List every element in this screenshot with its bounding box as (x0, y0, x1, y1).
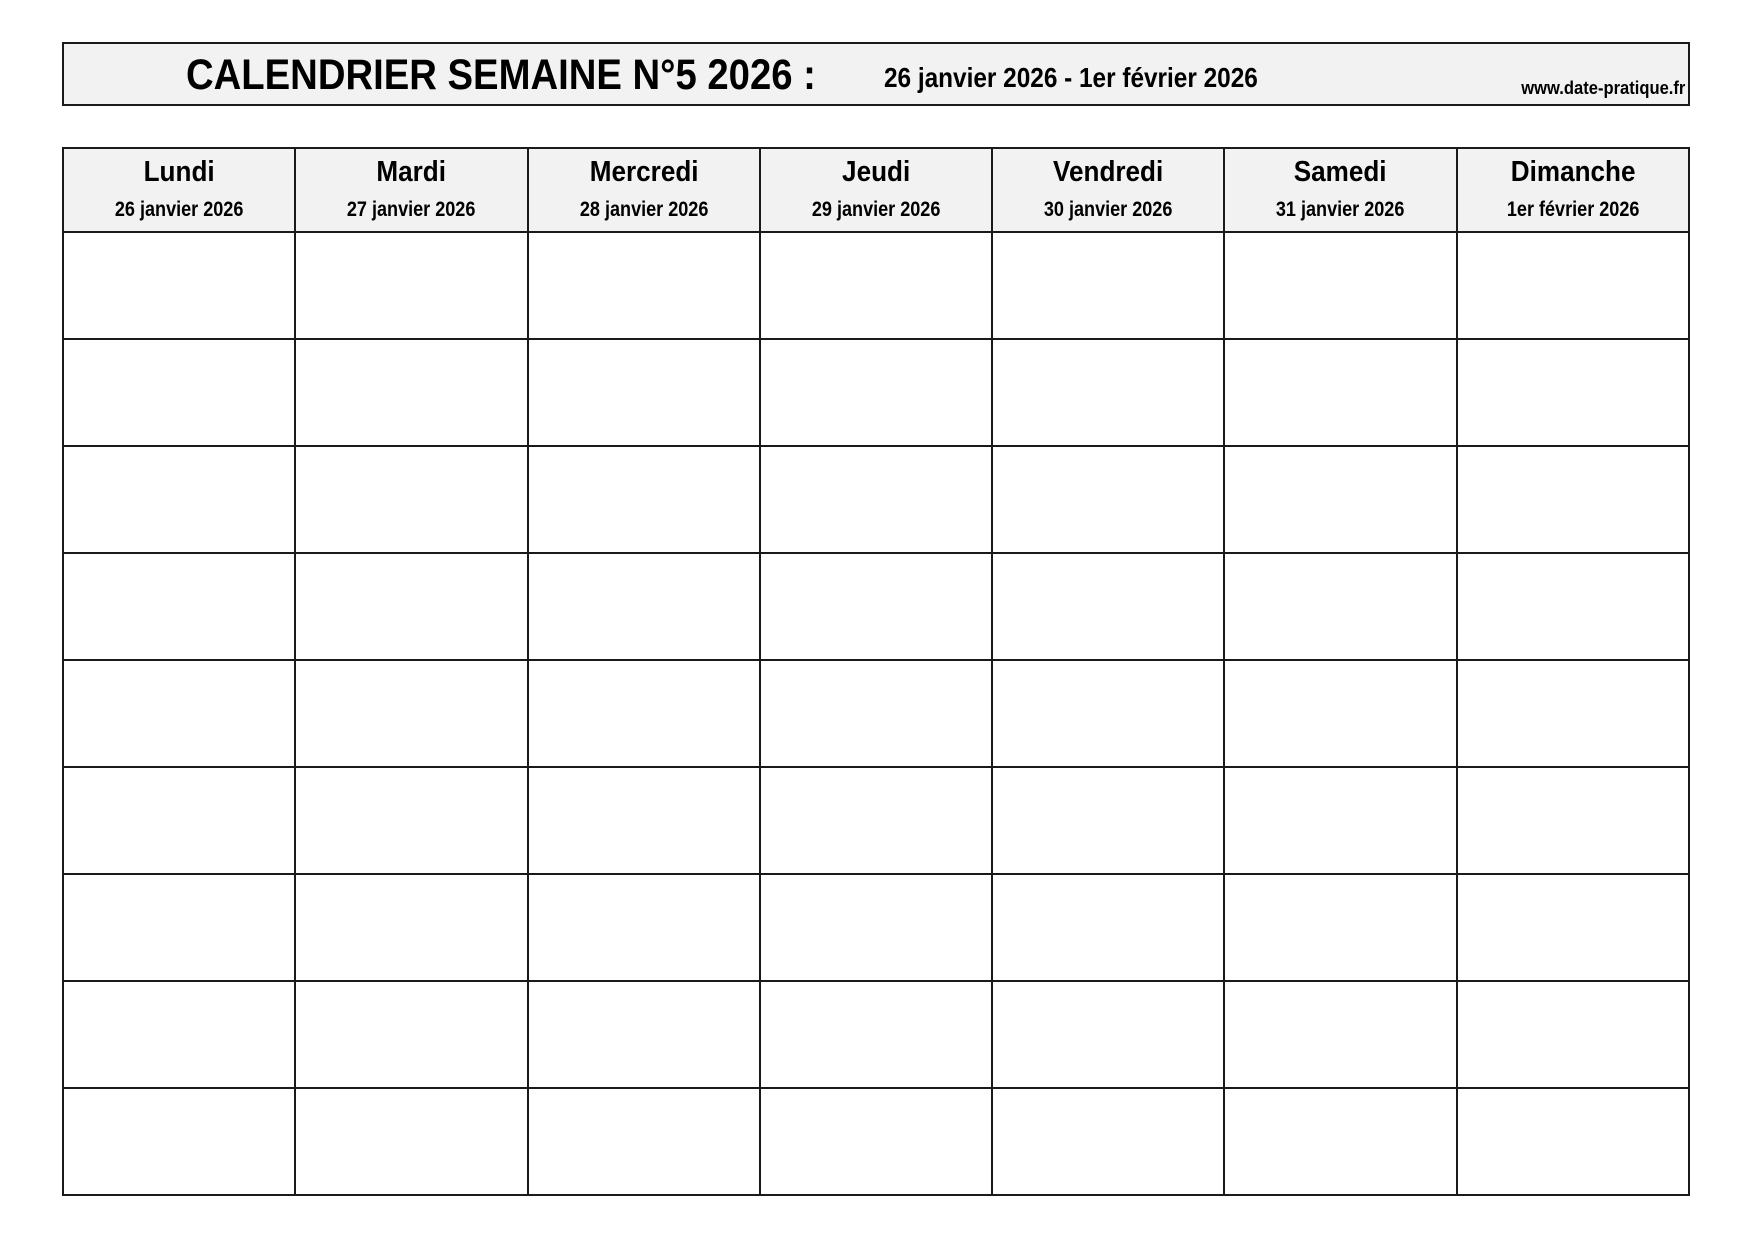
day-header-sunday (1457, 148, 1689, 232)
calendar-cell[interactable] (1457, 981, 1689, 1088)
calendar-cell[interactable] (528, 553, 760, 660)
calendar-cell[interactable] (528, 232, 760, 339)
calendar-cell[interactable] (760, 446, 992, 553)
calendar-cell[interactable] (1457, 232, 1689, 339)
calendar-cell[interactable] (63, 660, 295, 767)
day-header-saturday (1224, 148, 1456, 232)
calendar-cell[interactable] (1224, 874, 1456, 981)
calendar-cell[interactable] (63, 981, 295, 1088)
calendar-cell[interactable] (295, 553, 527, 660)
calendar-cell[interactable] (528, 767, 760, 874)
calendar-row (63, 767, 1689, 874)
calendar-cell[interactable] (760, 553, 992, 660)
day-date: 29 janvier 2026 (811, 198, 941, 221)
calendar-cell[interactable] (1224, 553, 1456, 660)
calendar-cell[interactable] (760, 1088, 992, 1195)
calendar-cell[interactable] (528, 660, 760, 767)
calendar-row (63, 1088, 1689, 1195)
calendar-cell[interactable] (1224, 1088, 1456, 1195)
calendar-cell[interactable] (528, 339, 760, 446)
calendar-cell[interactable] (760, 874, 992, 981)
day-header-wednesday (528, 148, 760, 232)
day-date: 26 janvier 2026 (114, 198, 244, 221)
day-name: Samedi (1294, 156, 1387, 188)
title-banner (62, 42, 1690, 106)
day-name: Vendredi (1053, 156, 1164, 188)
day-date: 1er février 2026 (1506, 198, 1640, 221)
calendar-cell[interactable] (295, 874, 527, 981)
calendar-cell[interactable] (528, 981, 760, 1088)
day-header-monday (63, 148, 295, 232)
calendar-cell[interactable] (1224, 446, 1456, 553)
calendar-row (63, 446, 1689, 553)
calendar-row (63, 874, 1689, 981)
calendar-cell[interactable] (1457, 446, 1689, 553)
day-date: 27 janvier 2026 (347, 198, 476, 221)
calendar-cell[interactable] (63, 339, 295, 446)
calendar-cell[interactable] (992, 981, 1224, 1088)
day-header-friday (992, 148, 1224, 232)
calendar-cell[interactable] (760, 981, 992, 1088)
page-title: CALENDRIER SEMAINE N°5 2026 : (186, 51, 816, 99)
calendar-cell[interactable] (295, 339, 527, 446)
calendar-cell[interactable] (992, 339, 1224, 446)
calendar-row (63, 232, 1689, 339)
day-date: 30 janvier 2026 (1043, 198, 1173, 221)
calendar-cell[interactable] (992, 874, 1224, 981)
calendar-row (63, 339, 1689, 446)
day-name: Dimanche (1510, 156, 1636, 188)
day-name: Lundi (143, 156, 215, 188)
calendar-row (63, 981, 1689, 1088)
calendar-cell[interactable] (528, 446, 760, 553)
calendar-body (63, 232, 1689, 1195)
calendar-cell[interactable] (1457, 339, 1689, 446)
day-header-thursday (760, 148, 992, 232)
calendar-cell[interactable] (1224, 660, 1456, 767)
calendar-cell[interactable] (295, 232, 527, 339)
calendar-cell[interactable] (63, 232, 295, 339)
day-date: 28 janvier 2026 (579, 198, 708, 221)
calendar-cell[interactable] (1457, 767, 1689, 874)
calendar-cell[interactable] (63, 446, 295, 553)
day-header-row (63, 148, 1689, 232)
calendar-cell[interactable] (1457, 1088, 1689, 1195)
calendar-cell[interactable] (63, 1088, 295, 1195)
calendar-cell[interactable] (1457, 553, 1689, 660)
calendar-cell[interactable] (295, 660, 527, 767)
calendar-cell[interactable] (760, 767, 992, 874)
calendar-cell[interactable] (1457, 660, 1689, 767)
calendar-cell[interactable] (295, 446, 527, 553)
calendar-row (63, 660, 1689, 767)
week-date-range: 26 janvier 2026 - 1er février 2026 (884, 62, 1258, 93)
day-header-tuesday (295, 148, 527, 232)
calendar-cell[interactable] (528, 1088, 760, 1195)
website-url: www.date-pratique.fr (1520, 78, 1685, 98)
calendar-cell[interactable] (1224, 339, 1456, 446)
calendar-cell[interactable] (63, 553, 295, 660)
calendar-cell[interactable] (992, 232, 1224, 339)
calendar-cell[interactable] (63, 767, 295, 874)
calendar-cell[interactable] (992, 767, 1224, 874)
calendar-cell[interactable] (1224, 232, 1456, 339)
calendar-cell[interactable] (295, 981, 527, 1088)
calendar-cell[interactable] (528, 874, 760, 981)
weekly-calendar-grid (62, 147, 1690, 1196)
calendar-cell[interactable] (760, 339, 992, 446)
calendar-row (63, 553, 1689, 660)
day-date: 31 janvier 2026 (1276, 198, 1405, 221)
calendar-cell[interactable] (992, 1088, 1224, 1195)
calendar-cell[interactable] (760, 660, 992, 767)
calendar-cell[interactable] (760, 232, 992, 339)
calendar-cell[interactable] (1224, 767, 1456, 874)
calendar-cell[interactable] (992, 553, 1224, 660)
calendar-cell[interactable] (295, 767, 527, 874)
calendar-cell[interactable] (1224, 981, 1456, 1088)
calendar-cell[interactable] (1457, 874, 1689, 981)
calendar-cell[interactable] (295, 1088, 527, 1195)
calendar-cell[interactable] (992, 660, 1224, 767)
day-name: Mardi (376, 156, 447, 188)
day-name: Jeudi (841, 156, 911, 188)
calendar-cell[interactable] (992, 446, 1224, 553)
calendar-cell[interactable] (63, 874, 295, 981)
day-name: Mercredi (589, 156, 699, 188)
